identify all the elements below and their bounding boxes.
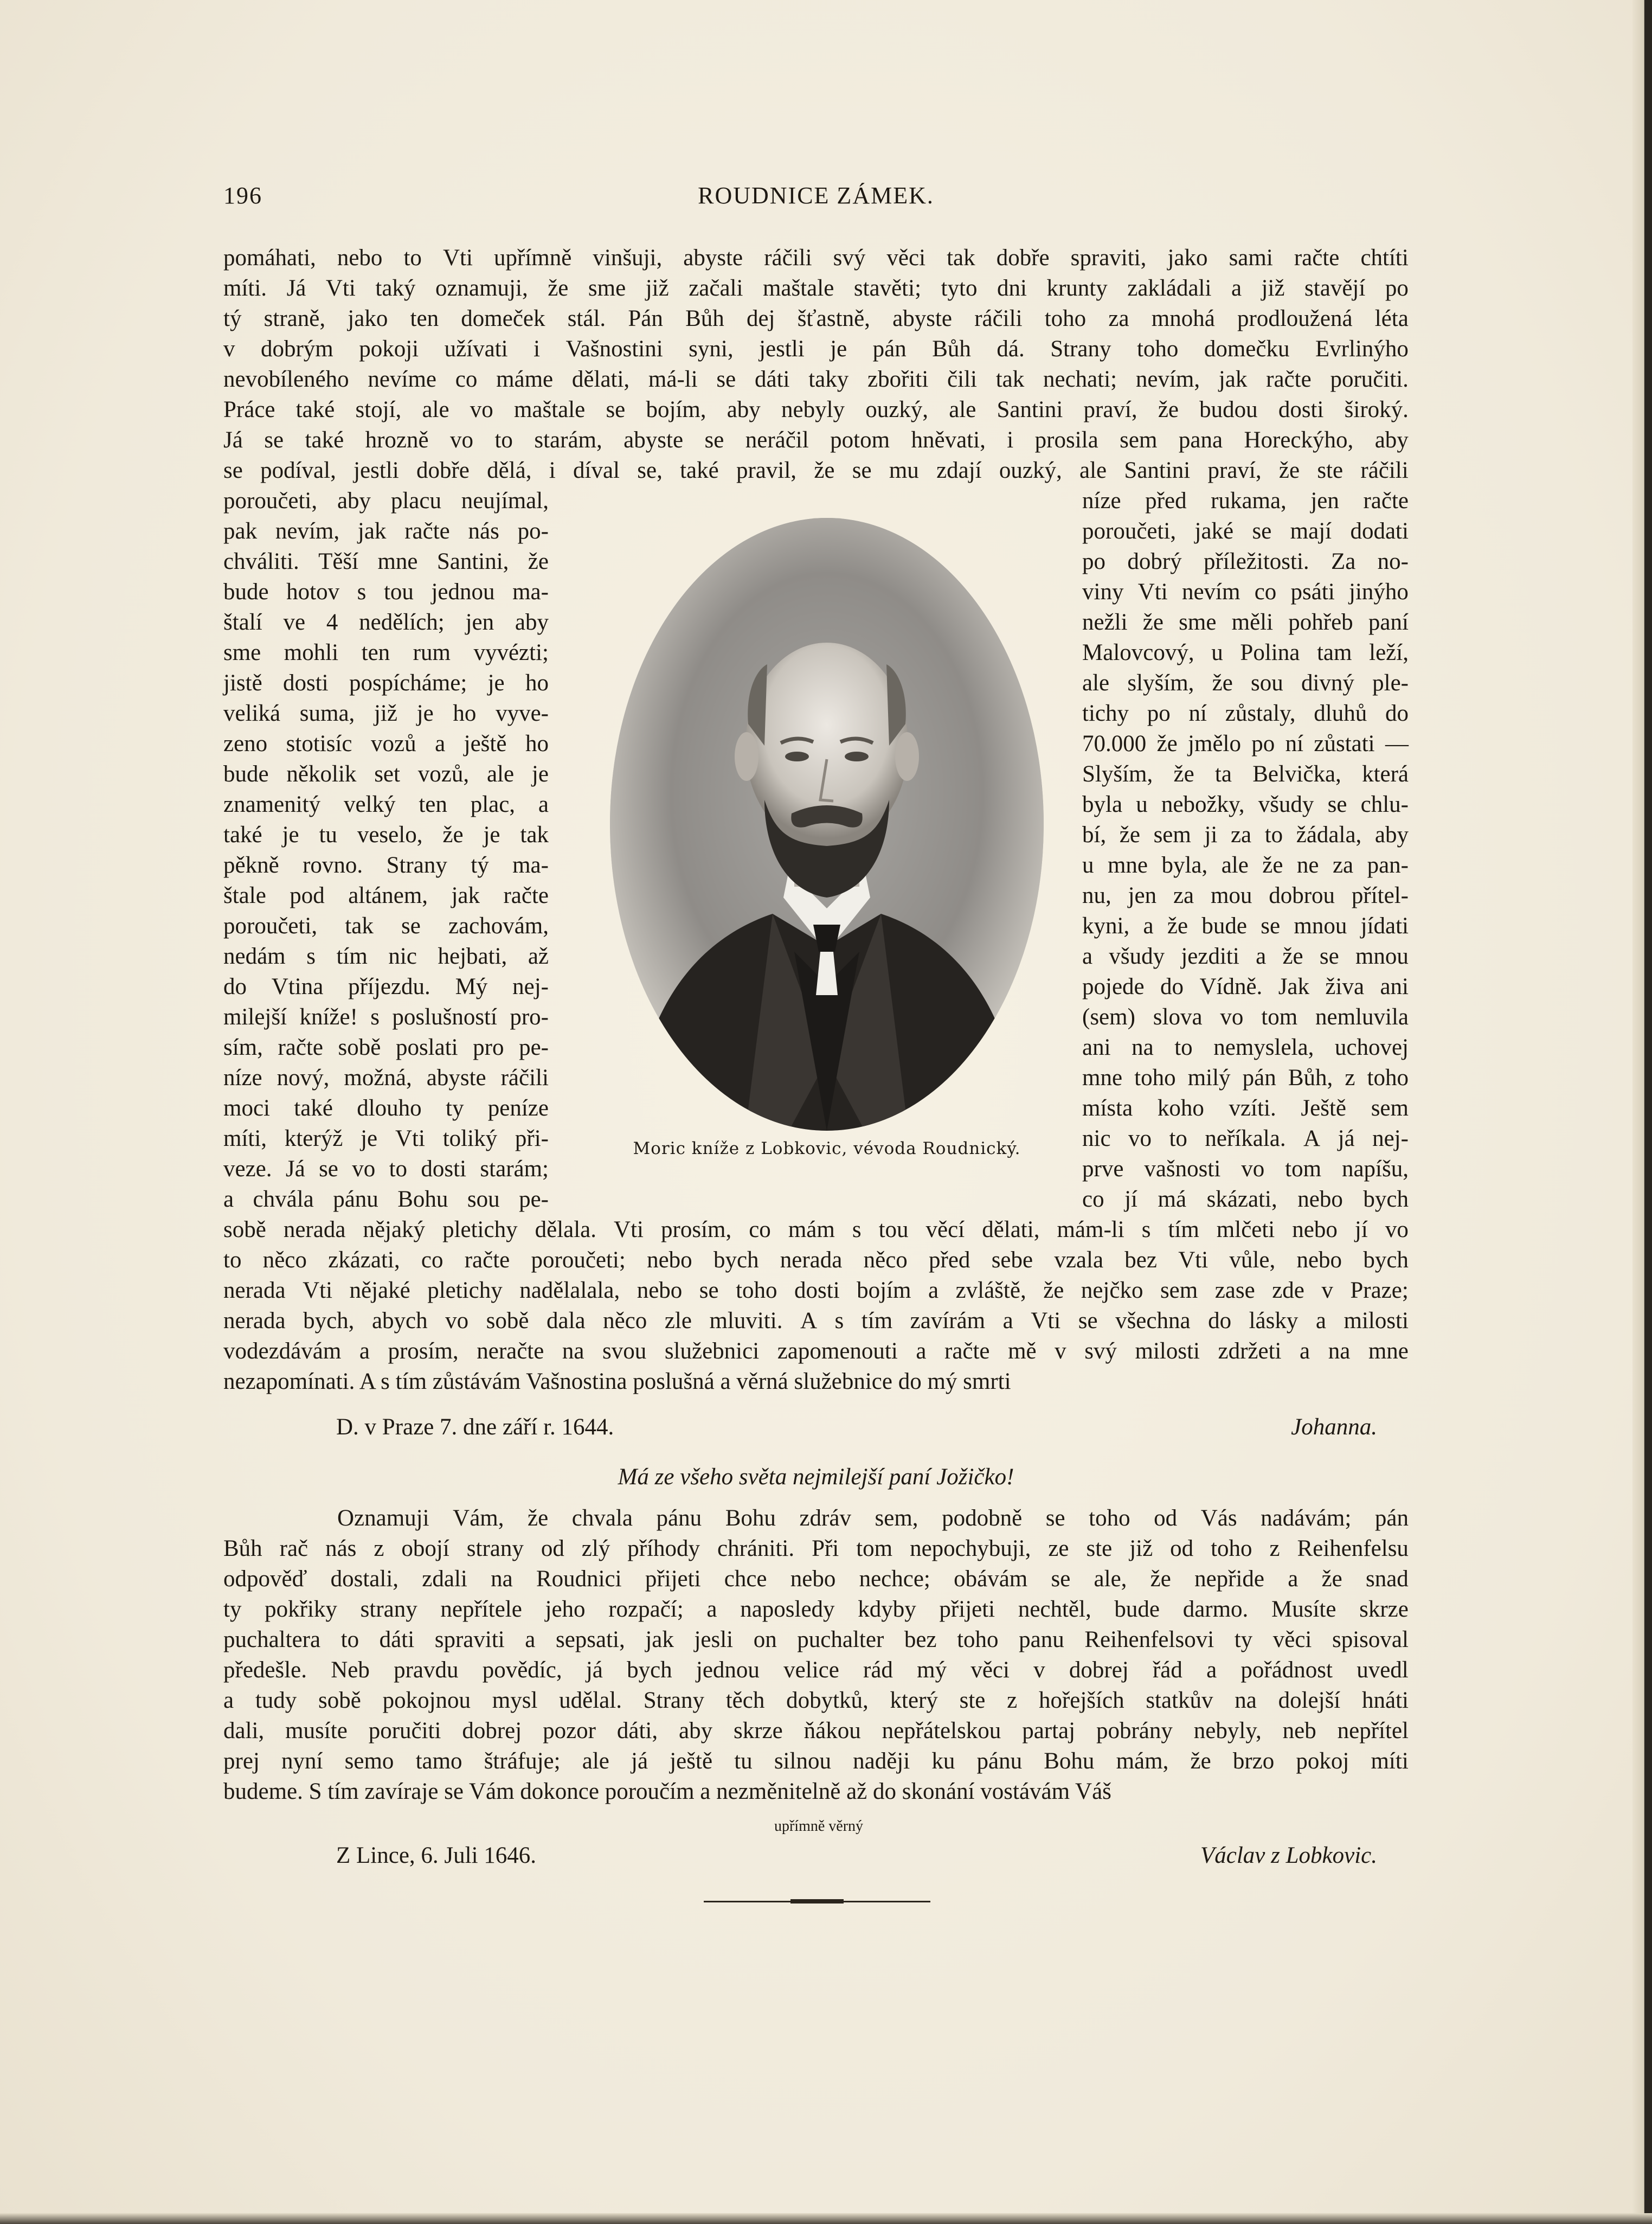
text-line: nu, jen za mou dobrou přítel- (1082, 883, 1409, 908)
text-line: viny Vti nevím co psáti jinýho (1082, 579, 1409, 605)
text-line: 70.000 že jmělo po ní zůstati — (1082, 731, 1409, 757)
letter1-closing-line: nezapomínati. A s tím zůstávám Vašnostina poslušná a věrná služebnice do mý smrti (223, 1369, 1011, 1394)
text-line: ale slyším, že sou divný ple- (1082, 670, 1409, 696)
text-line: míti, kterýž je Vti toliký při- (223, 1126, 549, 1151)
letter2-salutation: Má ze všeho světa nejmilejší paní Jožičko! (618, 1464, 1014, 1490)
letter2-body (223, 1503, 1409, 1777)
text-line: mne toho milý pán Bůh, z toho (1082, 1065, 1409, 1091)
text-line: sím, račte sobě poslati pro pe- (223, 1035, 549, 1060)
letter1-signature: Johanna. (1291, 1414, 1377, 1440)
text-line: míti. Já Vti taký oznamuji, že sme již začali maštale stavěti; tyto dni krunty zakládali a již stavějí po (223, 275, 1409, 301)
letter2-closing-small: upřímně věrný (774, 1818, 864, 1835)
text-line: po dobrý příležitosti. Za no- (1082, 549, 1409, 574)
text-line: se podíval, jestli dobře dělá, i díval se, také pravil, že se mu zdají ouzký, ale Santini praví, že ste ráčili (223, 458, 1409, 483)
text-line: nežli že sme měli pohřeb paní (1082, 610, 1409, 635)
page-number: 196 (223, 182, 262, 209)
text-line: zeno stotisíc vozů a ještě ho (223, 731, 549, 757)
text-line: Práce také stojí, ale vo maštale se bojím, aby nebyly ouzký, ale Santini praví, že budou dosti široký. (223, 397, 1409, 422)
text-line: pomáhati, nebo to Vti upřímně vinšuji, abyste ráčili svý věci tak dobře spraviti, jako sami račte chtíti (223, 245, 1409, 271)
text-line: jistě dosti pospícháme; je ho (223, 670, 549, 696)
text-line: vodezdávám a prosím, neračte na svou služebnici zapomenouti a račte mě v svý milosti zdržeti a na mne (223, 1338, 1409, 1364)
letter2-closing-line: budeme. S tím zavíraje se Vám dokonce poroučím a nezměnitelně až do skonání vostávám Váš (223, 1779, 1111, 1804)
text-line: nevobíleného nevíme co máme dělati, má-li se dáti taky zbořiti čili tak nechati; nevím, jak račte poručiti. (223, 367, 1409, 392)
letter2-last-line-wrap (223, 1777, 1409, 1807)
text-line: a chvála pánu Bohu sou pe- (223, 1187, 549, 1212)
letter2-date-line: Z Lince, 6. Juli 1646. (336, 1843, 537, 1868)
text-line: znamenitý velký ten plac, a (223, 792, 549, 817)
text-line: chváliti. Těší mne Santini, že (223, 549, 549, 574)
portrait-illustration (610, 518, 1044, 1131)
letter1-bottom-paragraph (223, 1215, 1409, 1367)
text-line: bude několik set vozů, ale je (223, 761, 549, 787)
text-line: Oznamuji Vám, že chvala pánu Bohu zdráv sem, podobně se toho od Vás nadávám; pán (337, 1505, 1409, 1531)
text-line: ty pokřiky strany nepřítele jeho rozpačí; a naposledy kdyby přijeti nechtěl, bude darmo. Musíte skrze (223, 1597, 1409, 1622)
letter2-signature: Václav z Lobkovic. (1200, 1843, 1377, 1868)
text-line: a všudy jezditi a že se mnou (1082, 944, 1409, 969)
text-line: nic vo to neříkala. A já nej- (1082, 1126, 1409, 1151)
text-line: ani na to nemyslela, uchovej (1082, 1035, 1409, 1060)
text-line: moci také dlouho ty peníze (223, 1095, 549, 1121)
text-line: nerada Vti nějaké pletichy nadělalala, nebo se toho dosti bojím a zvláště, že nejčko sem zase zde v Praze; (223, 1278, 1409, 1303)
text-line: to něco zkázati, co račte poroučeti; nebo bych nerada něco před sebe vzala bez Vti vůle, nebo bych (223, 1247, 1409, 1273)
text-line: milejší kníže! s poslušností pro- (223, 1004, 549, 1030)
text-line: veze. Já se vo to dosti starám; (223, 1156, 549, 1182)
text-line: štalí ve 4 nedělích; jen aby (223, 610, 549, 635)
portrait-image (610, 518, 1044, 1131)
text-line: odpověď dostali, zdali na Roudnici přijeti chce nebo nechce; obávám se ale, že nepřide a že snad (223, 1566, 1409, 1592)
text-line: sme mohli ten rum vyvézti; (223, 640, 549, 665)
text-line: veliká suma, již je ho vyve- (223, 701, 549, 726)
text-line: pojede do Vídně. Jak živa ani (1082, 974, 1409, 999)
text-line: dali, musíte poručiti dobrej pozor dáti, aby skrze ňákou nepřátelskou partaj pobrány nebyly, neb nepřítel (223, 1718, 1409, 1744)
page-edge-right (1632, 0, 1652, 2224)
text-line: sobě nerada nějaký pletichy dělala. Vti prosím, co mám s tou věcí dělati, mám-li s tím mlčeti nebo jí vo (223, 1217, 1409, 1242)
text-line: nerada bych, abych vo sobě dala něco zle mluviti. A s tím zavírám a Vti se všechna do lásky a milosti (223, 1308, 1409, 1334)
text-line: puchaltera to dáti spraviti a sepsati, jak jesli on puchalter bez toho panu Reihenfelsovi ty věci spisoval (223, 1627, 1409, 1652)
text-line: nedám s tím nic hejbati, až (223, 944, 549, 969)
running-title: ROUDNICE ZÁMEK. (698, 182, 934, 209)
letter1-right-column (1082, 486, 1409, 1215)
text-line: předešle. Neb pravdu povědíc, já bych jednou velice rád mý věci v dobrej řád a pořádnost uvedl (223, 1657, 1409, 1683)
text-line: níze před rukama, jen račte (1082, 488, 1409, 514)
text-line: Bůh rač nás z obojí strany od zlý příhody chrániti. Při tom nepochybuji, ze ste již od toho z Reihenfelsu (223, 1536, 1409, 1561)
text-line: poroučeti, jaké se mají dodati (1082, 518, 1409, 544)
text-line: bí, že sem ji za to žádala, aby (1082, 822, 1409, 848)
text-line: co jí má skázati, nebo bych (1082, 1187, 1409, 1212)
text-line: Já se také hrozně vo to starám, abyste se neráčil potom hněvati, i prosila sem pana Horeckýho, aby (223, 427, 1409, 453)
text-line: níze nový, možná, abyste ráčili (223, 1065, 549, 1091)
text-line: u mne byla, ale že ne za pan- (1082, 853, 1409, 878)
text-line: místa koho vzíti. Ještě sem (1082, 1095, 1409, 1121)
text-line: kyni, a že bude se mnou jídati (1082, 913, 1409, 939)
text-line: Malovcový, u Polina tam leží, (1082, 640, 1409, 665)
end-rule-center (790, 1899, 844, 1903)
letter1-left-column (223, 486, 549, 1215)
text-line: byla u nebožky, všudy se chlu- (1082, 792, 1409, 817)
letter1-top-paragraph (223, 243, 1409, 486)
text-line: a tudy sobě pokojnou mysl udělal. Strany těch dobytků, který ste z hořejších statkův na dolejší hnáti (223, 1688, 1409, 1713)
letter1-date-line: D. v Praze 7. dne září r. 1644. (336, 1414, 614, 1440)
text-line: bude hotov s tou jednou ma- (223, 579, 549, 605)
text-line: prej nyní semo tamo štráfuje; ale já ještě tu silnou naději ku pánu Bohu mám, že brzo pokoj míti (223, 1748, 1409, 1774)
text-line: tichy po ní zůstaly, dluhů do (1082, 701, 1409, 726)
text-line: pěkně rovno. Strany tý ma- (223, 853, 549, 878)
text-line: Slyším, že ta Belvička, která (1082, 761, 1409, 787)
text-line: tý straně, jako ten domeček stál. Pán Bůh dej šťastně, abyste ráčili toho za mnohá prodloužená léta (223, 306, 1409, 331)
text-line: pak nevím, jak račte nás po- (223, 518, 549, 544)
page-edge-bottom (0, 2213, 1652, 2224)
text-line: poroučeti, aby placu neujímal, (223, 488, 549, 514)
text-line: poroučeti, tak se zachovám, (223, 913, 549, 939)
page-header (223, 181, 1409, 213)
letter1-last-line (223, 1367, 1409, 1397)
text-line: (sem) slova vo tom nemluvila (1082, 1004, 1409, 1030)
portrait-caption: Moric kníže z Lobkovic, vévoda Roudnický. (633, 1139, 1021, 1158)
text-line: štale pod altánem, jak račte (223, 883, 549, 908)
text-line: také je tu veselo, že je tak (223, 822, 549, 848)
text-line: v dobrým pokoji užívati i Vašnostini syni, jestli je pán Bůh dá. Strany toho domečku Evrlinýho (223, 336, 1409, 362)
text-line: do Vtina příjezdu. Mý nej- (223, 974, 549, 999)
text-line: prve vašnosti vo tom napíšu, (1082, 1156, 1409, 1182)
